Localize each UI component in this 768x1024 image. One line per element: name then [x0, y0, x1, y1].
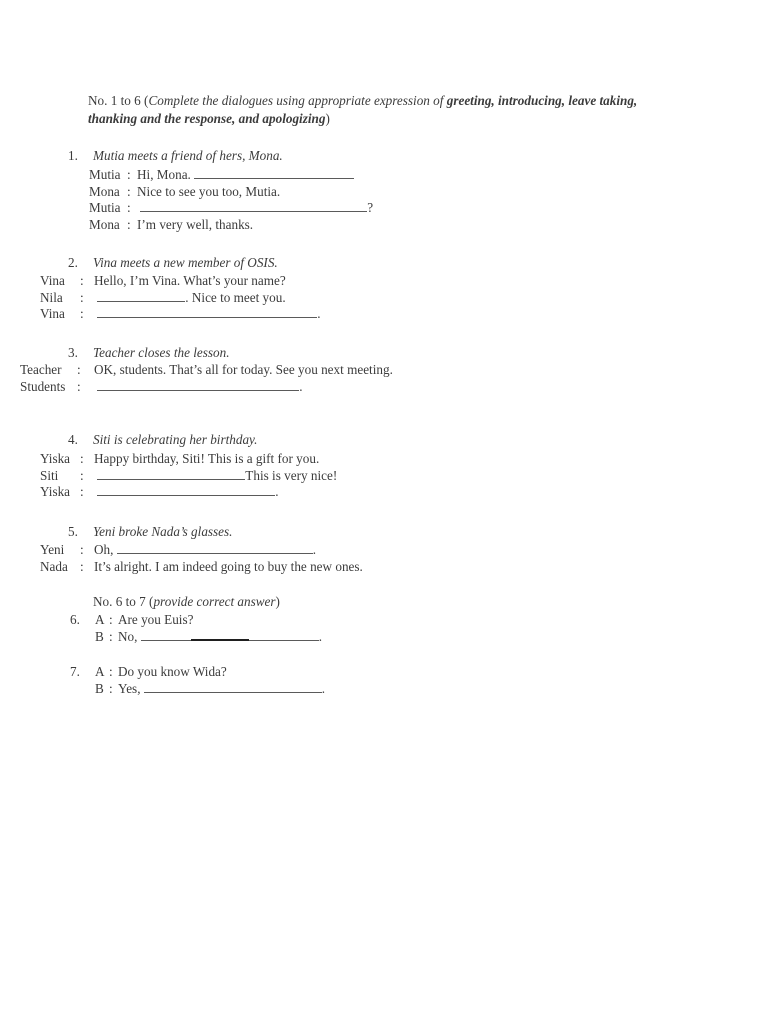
speaker-colon: : [127, 216, 131, 232]
utterance-tail: . [312, 542, 317, 557]
speaker-label: Vina [40, 306, 65, 321]
answer-prefix-text: Yes, [118, 680, 144, 696]
instruction-italic-text: Complete the dialogues using appropriate expression of [148, 93, 447, 108]
speaker-label: Mona [89, 183, 120, 199]
speaker-colon: : [80, 289, 84, 305]
dialogue-block-1 [89, 167, 373, 233]
item-number-6: 6. [70, 612, 80, 627]
answer-blank[interactable] [141, 629, 319, 641]
dialogue-row [20, 362, 393, 379]
speaker-label: Nila [40, 289, 63, 305]
instruction-heading [88, 92, 684, 127]
answer-tail: . [321, 680, 326, 696]
speaker-label-b: B [95, 680, 104, 696]
dialogue-row [40, 468, 337, 485]
dialogue-row [40, 273, 321, 290]
scenario-text-3: Teacher closes the lesson. [93, 345, 230, 360]
dialogue-row [89, 167, 373, 184]
answer-prefix-text: No, [118, 628, 141, 644]
utterance-tail: . [317, 306, 321, 321]
dialogue-block-3 [20, 362, 393, 395]
answer-blank[interactable] [117, 542, 313, 554]
section-two-heading-italic: provide correct answer [153, 594, 276, 609]
answer-blank[interactable] [97, 379, 299, 391]
utterance-text: Happy birthday, Siti! This is a gift for you. [94, 451, 320, 466]
speaker-label: Siti [40, 467, 59, 483]
utterance-text: Nice to see you too, Mutia. [137, 183, 281, 199]
speaker-label: Yeni [40, 542, 65, 557]
utterance-tail: . [299, 378, 303, 394]
speaker-label: Students [20, 378, 66, 394]
speaker-colon: : [80, 306, 84, 321]
dialogue-row [89, 184, 373, 201]
answer-blank[interactable] [194, 167, 354, 179]
scenario-text-2: Vina meets a new member of OSIS. [93, 255, 278, 270]
speaker-label: Yiska [40, 451, 71, 466]
dialogue-row [89, 217, 373, 234]
speaker-colon: : [109, 664, 113, 679]
speaker-colon: : [109, 612, 113, 627]
dialogue-row [89, 200, 373, 217]
speaker-colon: : [127, 200, 131, 215]
speaker-colon: : [80, 273, 84, 288]
scenario-line-3 [68, 345, 230, 361]
answer-tail: . [318, 628, 323, 644]
speaker-colon: : [127, 167, 131, 182]
scenario-text-5: Yeni broke Nada’s glasses. [93, 524, 233, 539]
speaker-label: Vina [40, 273, 65, 288]
speaker-colon: : [80, 467, 84, 483]
utterance-tail: . [275, 484, 279, 499]
answer-blank[interactable] [97, 290, 185, 302]
speaker-label: Teacher [20, 362, 62, 377]
dialogue-row [40, 451, 337, 468]
speaker-colon: : [109, 680, 113, 696]
question-prompt-row [70, 664, 325, 681]
instruction-suffix: ) [325, 110, 330, 126]
item-number-1: 1. [68, 148, 78, 163]
utterance-tail: ? [367, 200, 374, 215]
question-answer-row [70, 629, 322, 646]
speaker-label: Mutia [89, 167, 121, 182]
utterance-tail: This is very nice! [245, 467, 338, 483]
dialogue-row [40, 542, 363, 559]
speaker-label-a: A [95, 664, 105, 679]
utterance-text: It’s alright. I am indeed going to buy the new ones. [94, 558, 363, 574]
speaker-colon: : [109, 628, 113, 644]
utterance-text: OK, students. That’s all for today. See you next meeting. [94, 362, 393, 377]
question-text: Do you know Wida? [118, 664, 227, 679]
item-number-5: 5. [68, 524, 78, 539]
dialogue-row [20, 379, 393, 396]
section-two-heading-prefix: No. 6 to 7 ( [93, 594, 154, 609]
instruction-prefix: No. 1 to 6 ( [88, 93, 149, 108]
speaker-label: Mona [89, 216, 120, 232]
scenario-text-4: Siti is celebrating her birthday. [93, 432, 258, 447]
speaker-label: Nada [40, 558, 68, 574]
item-number-4: 4. [68, 432, 78, 447]
speaker-label: Yiska [40, 484, 71, 499]
utterance-text: Oh, [94, 542, 117, 557]
answer-blank[interactable] [140, 200, 367, 212]
scenario-text-1: Mutia meets a friend of hers, Mona. [93, 148, 283, 163]
utterance-tail: . Nice to meet you. [185, 289, 286, 305]
item-number-2: 2. [68, 255, 78, 270]
answer-blank[interactable] [97, 468, 245, 480]
dialogue-row [40, 290, 321, 307]
speaker-label-a: A [95, 612, 105, 627]
dialogue-block-2 [40, 273, 321, 323]
speaker-colon: : [80, 542, 84, 557]
utterance-text: Hi, Mona. [137, 167, 195, 182]
speaker-colon: : [80, 558, 84, 574]
speaker-colon: : [80, 484, 84, 499]
question-block-6 [70, 612, 322, 645]
speaker-colon: : [80, 451, 84, 466]
dialogue-row [40, 306, 321, 323]
item-number-7: 7. [70, 664, 80, 679]
speaker-label: Mutia [89, 200, 121, 215]
speaker-colon: : [127, 183, 131, 199]
section-two-heading [93, 594, 280, 610]
speaker-colon: : [77, 378, 81, 394]
scenario-line-2 [68, 255, 278, 271]
question-block-7 [70, 664, 325, 697]
scenario-line-5 [68, 524, 232, 540]
dialogue-row [40, 484, 337, 501]
question-text: Are you Euis? [118, 612, 194, 627]
question-answer-row [70, 681, 325, 698]
scenario-line-1 [68, 148, 283, 164]
answer-blank[interactable] [97, 306, 317, 318]
utterance-text: Hello, I’m Vina. What’s your name? [94, 273, 286, 288]
item-number-3: 3. [68, 345, 78, 360]
speaker-colon: : [77, 362, 81, 377]
instruction-emphasis-text: greeting, introducing, leave taking, thanking and the response, and apologizing [88, 93, 638, 126]
answer-blank[interactable] [97, 484, 275, 496]
dialogue-block-5 [40, 542, 363, 575]
section-two-heading-suffix: ) [275, 594, 280, 609]
utterance-text: I’m very well, thanks. [137, 216, 254, 232]
question-prompt-row [70, 612, 322, 629]
scenario-line-4 [68, 432, 257, 448]
dialogue-block-4 [40, 451, 337, 501]
dialogue-row [40, 559, 363, 576]
speaker-label-b: B [95, 628, 104, 644]
answer-blank[interactable] [144, 681, 322, 693]
